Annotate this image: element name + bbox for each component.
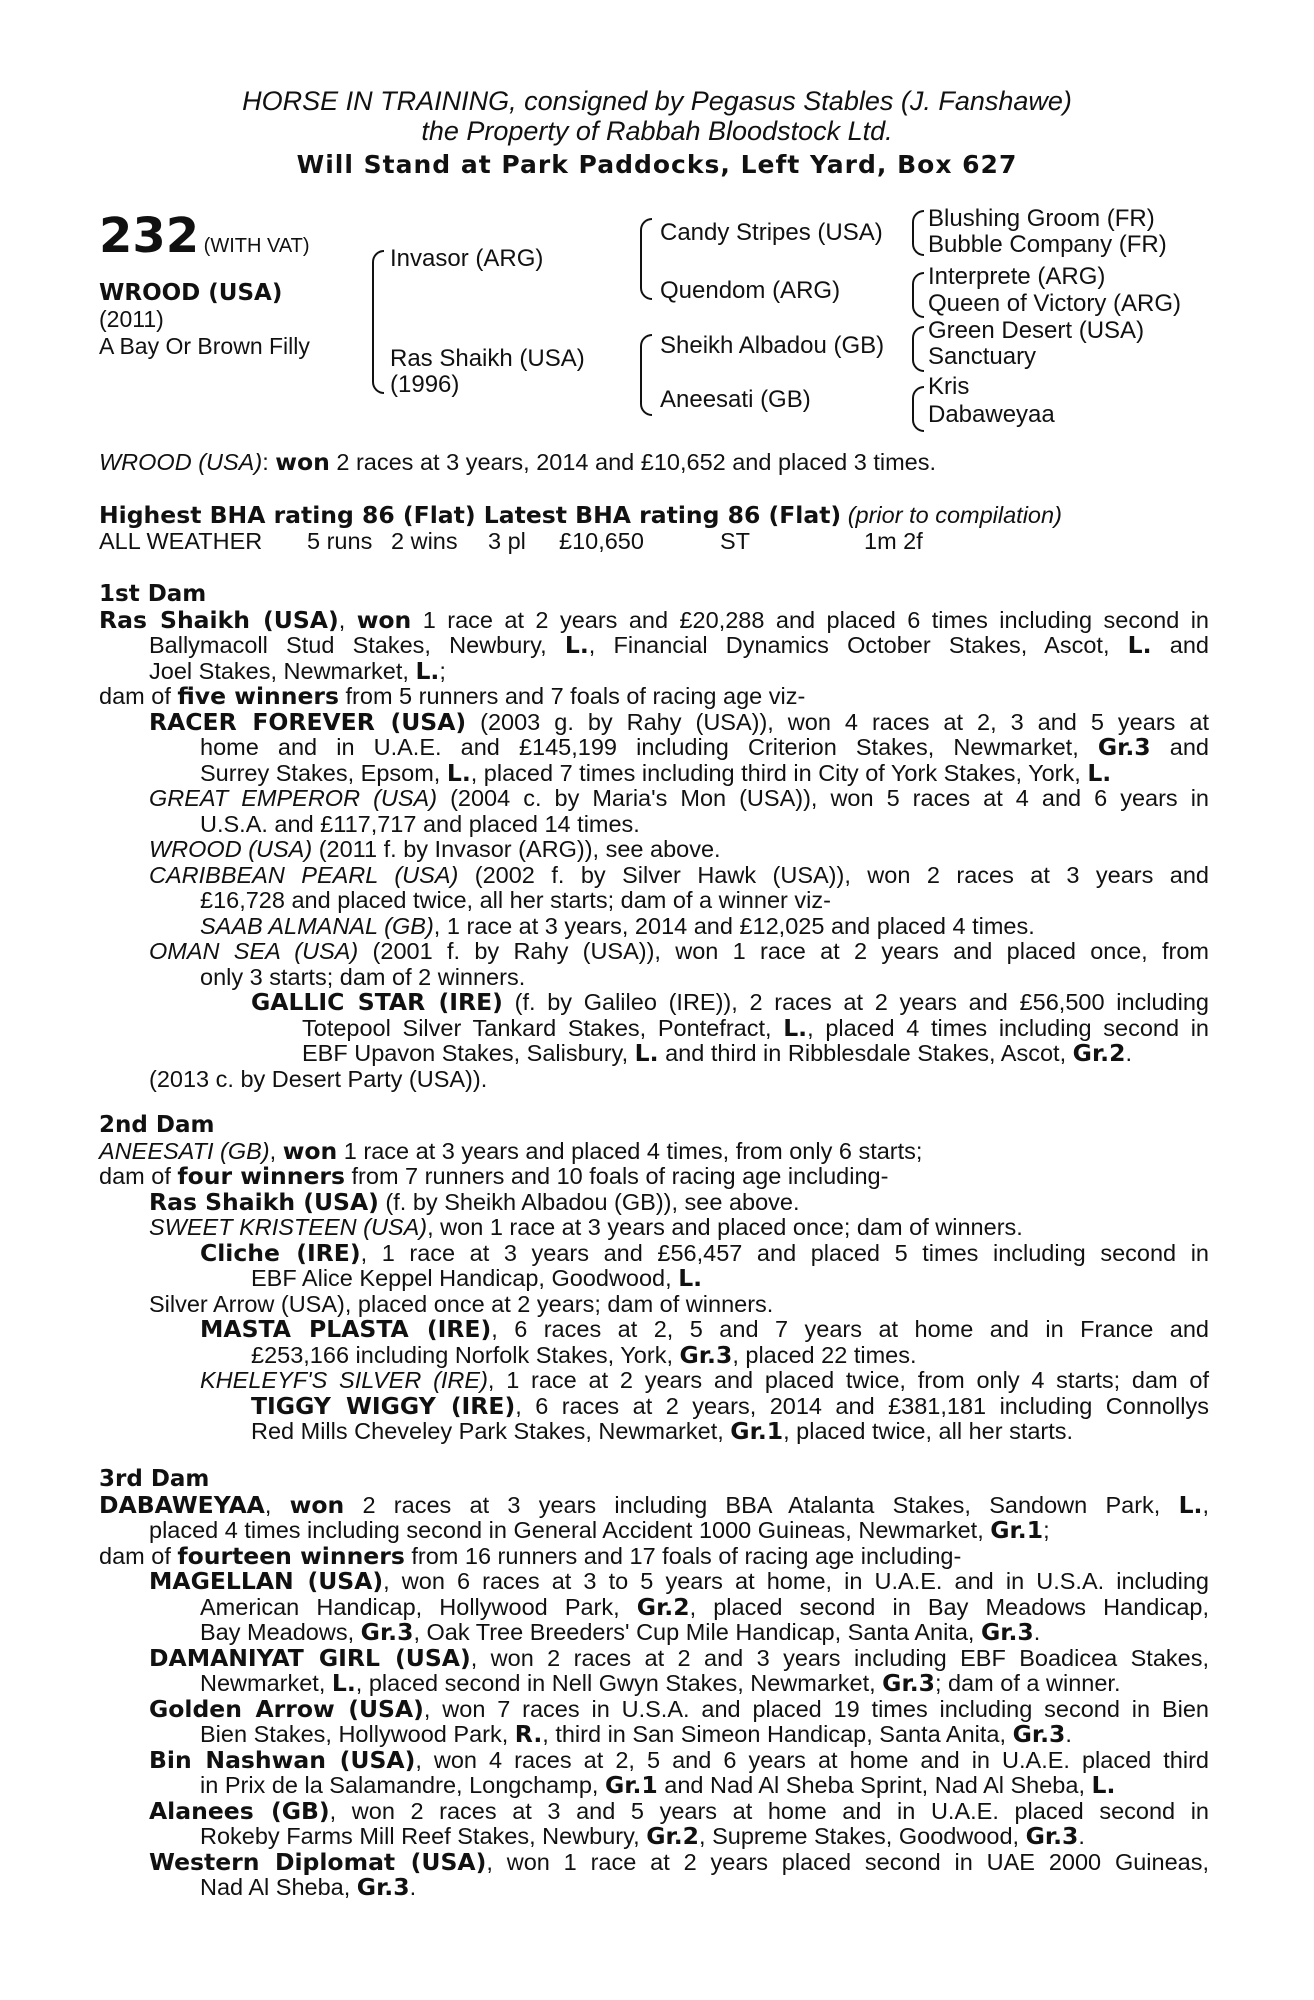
brace-dam-side xyxy=(640,334,652,416)
pedigree-sds: Interprete (ARG) xyxy=(928,263,1106,290)
pedigree-dam-sire: Sheikh Albadou (GB) xyxy=(660,332,885,359)
lot-number: 232 xyxy=(99,208,200,264)
horse-year: (2011) xyxy=(99,306,164,332)
pedigree-sire-dam: Quendom (ARG) xyxy=(660,277,841,304)
pedigree-sdd: Queen of Victory (ARG) xyxy=(928,290,1181,317)
brace-4 xyxy=(912,386,924,432)
brace-2 xyxy=(912,272,924,318)
pedigree-dam: Ras Shaikh (USA) xyxy=(390,345,585,372)
all-weather-row: ALL WEATHER 5 runs 2 wins 3 pl £10,650 ST 1m 2f xyxy=(99,527,923,554)
third-dam-section: 3rd Dam DABAWEYAA, won 2 races at 3 years including BBA Atalanta Stakes, Sandown Park, L., placed 4 times including second in General Accident 1000 Guineas, Newmarket, Gr.1; dam of fourteen winners from 16 runners and 17 foals of racing age including- MAGELLAN (USA), won 6 races at 3 to 5 years at home, in U.A.E. and in U.S.A. including American Handicap, Hollywood Park, Gr.2, placed second in Bay Meadows Handicap, Bay Meadows, Gr.3, Oak Tree Breeders' Cup Mile Handicap, Santa Anita, Gr.3. DAMANIYAT GIRL (USA), won 2 races at 2 and 3 years including EBF Boadicea Stakes, Newmarket, L., placed second in Nell Gwyn Stakes, Newmarket, Gr.3; dam of a winner. Golden Arrow (USA), won 7 races in U.S.A. and placed 19 times including second in Bien Bien Stakes, Hollywood Park, R., third in San Simeon Handicap, Santa Anita, Gr.3. Bin Nashwan (USA), won 4 races at 2, 5 and 6 years at home and in U.A.E. placed third in Prix de la Salamandre, Longchamp, Gr.1 and Nad Al Sheba Sprint, Nad Al Sheba, L. Alanees (GB), won 2 races at 3 and 5 years at home and in U.A.E. placed second in Rokeby Farms Mill Reef Stakes, Newbury, Gr.2, Supreme Stakes, Goodwood, Gr.3. Western Diplomat (USA), won 1 race at 2 years placed second in UAE 2000 Guineas, Nad Al Sheba, Gr.3. xyxy=(99,1466,1210,1901)
pedigree-ssd: Bubble Company (FR) xyxy=(928,231,1167,258)
rating-block: Highest BHA rating 86 (Flat) Latest BHA rating 86 (Flat) (prior to compilation) ALL WEATHER 5 runs 2 wins 3 pl £10,650 ST 1m 2f xyxy=(99,503,1209,555)
first-dam-heading: 1st Dam xyxy=(99,581,207,607)
second-dam-section: 2nd Dam ANEESATI (GB), won 1 race at 3 years and placed 4 times, from only 6 starts; dam of four winners from 7 runners and 10 foals of racing age including- Ras Shaikh (USA) (f. by Sheikh Albadou (GB)), see above. SWEET KRISTEEN (USA), won 1 race at 3 years and placed once; dam of winners. Cliche (IRE), 1 race at 3 years and £56,457 and placed 5 times including second in EBF Alice Keppel Handicap, Goodwood, L. Silver Arrow (USA), placed once at 2 years; dam of winners. MASTA PLASTA (IRE), 6 races at 2, 5 and 7 years at home and in France and £253,166 including Norfolk Stakes, York, Gr.3, placed 22 times. KHELEYF'S SILVER (IRE), 1 race at 2 years and placed twice, from only 4 starts; dam of TIGGY WIGGY (IRE), 6 races at 2 years, 2014 and £381,181 including Connollys Red Mills Cheveley Park Stakes, Newmarket, Gr.1, placed twice, all her starts. xyxy=(99,1112,1210,1445)
second-dam-heading: 2nd Dam xyxy=(99,1112,215,1138)
pedigree-sss: Blushing Groom (FR) xyxy=(928,205,1155,232)
pedigree-dds: Kris xyxy=(928,373,970,400)
pedigree-dss: Green Desert (USA) xyxy=(928,317,1145,344)
pedigree-sire: Invasor (ARG) xyxy=(390,245,544,272)
brace-sire-side xyxy=(640,218,652,300)
race-summary: WROOD (USA): won 2 races at 3 years, 2014 and £10,652 and placed 3 times. xyxy=(99,448,937,476)
pedigree-sire-sire: Candy Stripes (USA) xyxy=(660,219,883,246)
header-line-2: the Property of Rabbah Bloodstock Ltd. xyxy=(421,116,893,146)
pedigree-dam-dam: Aneesati (GB) xyxy=(660,386,811,413)
pedigree-dsd: Sanctuary xyxy=(928,343,1037,370)
brace-3 xyxy=(912,326,924,372)
lot-vat: (WITH VAT) xyxy=(203,235,310,257)
header-line-3: Will Stand at Park Paddocks, Left Yard, Box 627 xyxy=(296,150,1018,179)
brace-gen1 xyxy=(372,250,384,394)
lot-number-block xyxy=(99,208,310,264)
horse-name: WROOD (USA) xyxy=(99,280,283,306)
horse-description: A Bay Or Brown Filly xyxy=(99,333,310,359)
header-line-1: HORSE IN TRAINING, consigned by Pegasus Stables (J. Fanshawe) xyxy=(242,86,1072,116)
first-dam-section: 1st Dam Ras Shaikh (USA), won 1 race at 2 years and £20,288 and placed 6 times including second in Ballymacoll Stud Stakes, Newbury, L., Financial Dynamics October Stakes, Ascot, L. and Joel Stakes, Newmarket, L.; dam of five winners from 5 runners and 7 foals of racing age viz- RACER FOREVER (USA) (2003 g. by Rahy (USA)), won 4 races at 2, 3 and 5 years at home and in U.A.E. and £145,199 including Criterion Stakes, Newmarket, Gr.3 and Surrey Stakes, Epsom, L., placed 7 times including third in City of York Stakes, York, L. GREAT EMPEROR (USA) (2004 c. by Maria's Mon (USA)), won 5 races at 4 and 6 years in U.S.A. and £117,717 and placed 14 times. WROOD (USA) (2011 f. by Invasor (ARG)), see above. CARIBBEAN PEARL (USA) (2002 f. by Silver Hawk (USA)), won 2 races at 3 years and £16,728 and placed twice, all her starts; dam of a winner viz- SAAB ALMANAL (GB), 1 race at 3 years, 2014 and £12,025 and placed 4 times. OMAN SEA (USA) (2001 f. by Rahy (USA)), won 1 race at 2 years and placed once, from only 3 starts; dam of 2 winners. GALLIC STAR (IRE) (f. by Galileo (IRE)), 2 races at 2 years and £56,500 including Totepool Silver Tankard Stakes, Pontefract, L., placed 4 times including second in EBF Upavon Stakes, Salisbury, L. and third in Ribblesdale Stakes, Ascot, Gr.2. (2013 c. by Desert Party (USA)). xyxy=(99,581,1210,1092)
pedigree-dam-year: (1996) xyxy=(390,371,460,398)
brace-1 xyxy=(912,210,924,256)
third-dam-heading: 3rd Dam xyxy=(99,1466,210,1492)
pedigree-ddd: Dabaweyaa xyxy=(928,401,1055,428)
